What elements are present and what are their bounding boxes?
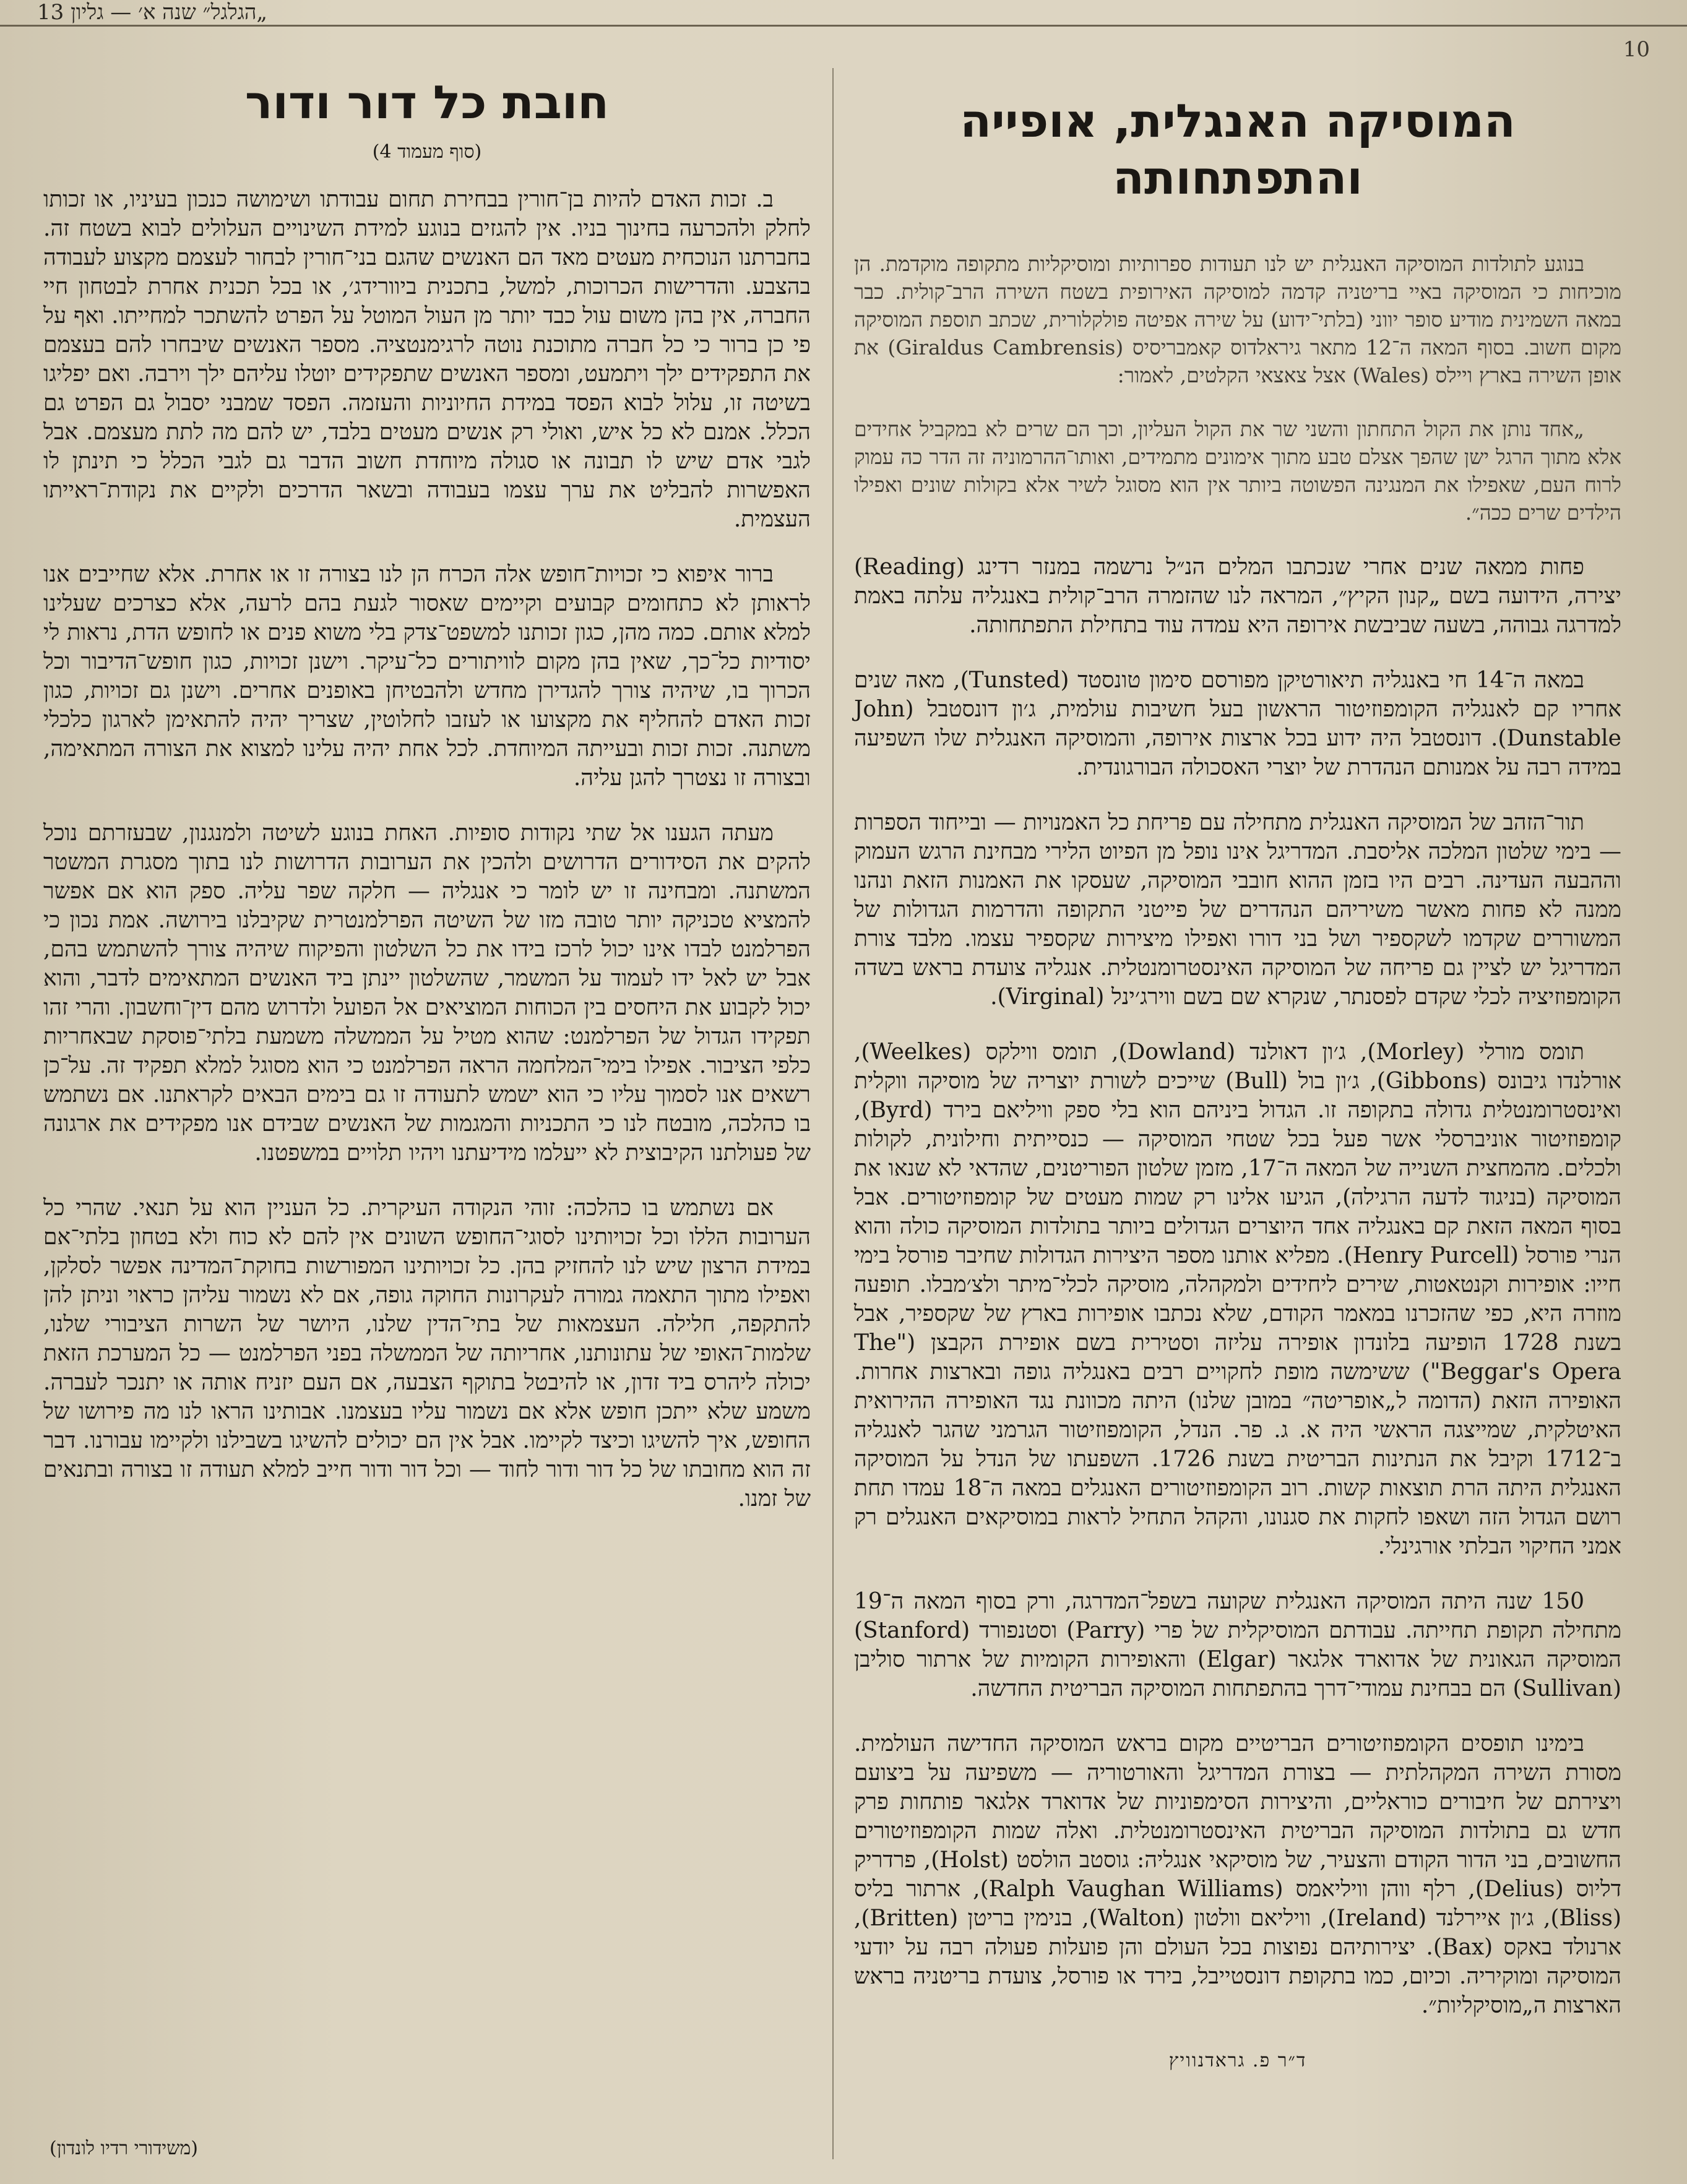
author-signature: ד״ר פ. גראדנוויץ	[1168, 2050, 1307, 2071]
article-duty	[43, 74, 811, 1539]
column-divider	[832, 68, 834, 2159]
paragraph: במאה ה־14 חי באנגליה תיאורטיקן מפורסם סימון טונסטד (Tunsted), מאה שנים אחריו קם לאנגליה הקומפוזיטור הראשון בעל חשיבות עולמית, ג׳ון דונסטבל (John Dunstable). דונסטבל היה ידוע בכל ארצות אירופה, והמוסיקה האנגלית שלו השפיעה במידה רבה על אמנותם הנהדרת של יוצרי האסכולה הבורגונדית.	[854, 668, 1621, 780]
article-title-music: המוסיקה האנגלית, אופייה והתפתחותה	[960, 95, 1516, 205]
paragraph: תור־הזהב של המוסיקה האנגלית מתחילה עם פריחת כל האמנויות — ובייחוד הספרות — בימי שלטון המלכה אליסבת. המדריגל אינו נופל מן הפיוט הלירי מבחינת הרגש העמוק וההבעה העדינה. רבים היו בזמן ההוא חובבי המוסיקה, שעסקו את האמנות הזאת ונהנו ממנה לא פחות מאשר משיריהם הנהדרים של פייטני התקופה והדרמות הגדולות של המשוררים שקדמו לשקספיר ושל בני דורו ואפילו מיצירות שקספיר עצמו. מלבד צורת המדריגל יש לציין גם פריחה של המוסיקה האינסטרומנטלית. אנגליה צועדת בראש בשדה הקומפוזיציה לכלי שקדם לפסנתר, שנקרא שם בשם ווירג׳ינל (Virginal).	[854, 810, 1621, 1010]
page-number: 10	[1623, 37, 1650, 62]
paragraph: ב. זכות האדם להיות בן־חורין בבחירת תחום עבודתו ושימושה כנכון בעיניו, או זכותו לחלק ולהכרעה בחינוך בניו. אין להגזים בנוגע למידת השינויים העלולים לבוא בשטח זה. בחברתנו הנוכחית מעטים מאד הם האנשים שהגם בני־חורין לבחור לעצמם מקצוע לעבודה בהצבע. והדרישות הכרוכות, למשל, בתכנית ביוורידג׳, או בכל תכנית אחרת לבטחון חיי החברה, אין בהן משום עול כבד יותר מן העול המוטל על הפרט להשתכר למחייתו. ואף על פי כן ברור כי כל חברה מתוכנת נוטה לרגימנטציה. מספר האנשים שיבחרו להם בעצמם את התפקידים ילך ויתמעט, ומספר האנשים שתפקידים יוטלו עליהם ילך וירבה. ואם יפליגו בשיטה זו, עלול לבוא הפסד במידת החיוניות והעזמה. הפסד שמבני יסבול גם הפרט גם הכלל. אמנם לא כל איש, ואולי רק אנשים מעטים בלבד, יש להם מה לתת מעצמם. אבל לגבי אדם שיש לו תבונה או סגולה מיוחדת חשוב הדבר גם לגבי הכלל כי תינתן לו האפשרות להבליט את ערך עצמו בעבודה ובשאר הדרכים ולקיים את נקודת־ראייתו העצמית.	[43, 187, 811, 532]
header-strip	[0, 0, 1687, 27]
paragraph: פחות ממאה שנים אחרי שנכתבו המלים הנ״ל נרשמה במנזר רדינג (Reading) יצירה, הידועה בשם „קנון הקיץ״, המראה לנו שהזמרה הרב־קולית באנגליה עלתה באמת למדרגה גבוהה, בשעה שביבשת אירופה היא עמדה עוד בתחילת התפתחותה.	[854, 554, 1621, 638]
article-intro: בנוגע לתולדות המוסיקה האנגלית יש לנו תעודות ספרותיות ומוסיקליות מתקופה מוקדמת. הן מוכיחות כי המוסיקה באיי בריטניה קדמה למוסיקה האירופית בשטח השירה הרב־קולית. כבר במאה השמינית מודיע סופר יווני (בלתי־ידוע) על שירה אפיטה פולקלורית, שכתב תוספת המוסיקה מקום חשוב. בסוף המאה ה־12 מתאר גיראלדוס קאמבריסיס (Giraldus Cambrensis) את אופן השירה בארץ ויילס (Wales) אצל צאצאי הקלטים, לאמור:	[854, 252, 1622, 387]
article-title-duty: חובת כל דור ודור	[244, 76, 610, 129]
paragraph: אם נשתמש בו כהלכה: זוהי הנקודה העיקרית. כל העניין הוא על תנאי. שהרי כל הערובות הללו וכל זכויותינו לסוגי־החופש השונים אין להם לא כוח ולא בטחון בלתי־אם במידת הרצון שיש לנו להחזיק בהן. כל זכויותינו המפורשות בחוקת־המדינה אפשר לסלקן, ואפילו מתוך התאמה גמורה לעקרונות החוקה גופה, אם לא נשמור עליהן כראוי וניתן להן להתקפה, חלילה. העצמאות של בתי־הדין שלנו, היושר של השרות הציבורי שלנו, שלמות־האופי של עתונותנו, אחריותה של הממשלה בפני הפרלמנט — כל המערכת הזאת יכולה ליהרס ביד זדון, או להיבטל בתוקף הצבעה, אם העם יזניח אותה או יתנכר לעברה. משמע שלא ייתכן חופש אלא אם נשמור עליו בעצמנו. אבותינו הראו לנו מה פירושו של החופש, איך להשיגו וכיצד לקיימו. אבל אין הם יכולים להשיגו בשבילנו ולקיימו עבורנו. דבר זה הוא מחובתו של כל דור ודור לחוד — וכל דור ודור חייב למלא תעודה זו בצורה ובתנאים של זמנו.	[43, 1195, 811, 1511]
paragraph: בימינו תופסים הקומפוזיטורים הבריטיים מקום בראש המוסיקה החדישה העולמית. מסורת השירה המקהלתית — בצורת המדריגל והאורטוריה — משפיעה על ביצועם ויצירתם של חיבורים כוראליים, והיצירות הסימפוניות של אדוארד אלגאר פותחות פרק חדש גם בתולדות המוסיקה הבריטית האינסטרומנטלית. ואלה שמות הקומפוזיטורים החשובים, בני הדור הקודם והצעיר, של מוסיקאי אנגליה: גוסטב הולסט (Holst), פרדריק דליוס (Delius), רלף ווהן וויליאמס (Ralph Vaughan Williams), ארתור בליס (Bliss), ג׳ון איירלנד (Ireland), וויליאם וולטון (Walton), בנימין בריטן (Britten), ארנולד באקס (Bax). יצירותיהם נפוצות בכל העולם והן פועלות פעולה רבה על יודעי המוסיקה ומוקיריה. וכיום, כמו בתקופת דונסטייבל, בירד או פורסל, צועדת בריטניה בראש הארצות ה„מוסיקליות״.	[854, 1731, 1621, 2018]
running-head: „הגלגל״ שנה א׳ — גליון 13	[37, 0, 267, 25]
article-music	[854, 74, 1621, 2075]
article-continuation-note: (סוף מעמוד 4)	[372, 141, 482, 163]
paragraph: ברור איפוא כי זכויות־חופש אלה הכרח הן לנו בצורה זו או אחרת. אלא שחייבים אנו לראותן לא כתחומים קבועים וקיימים שאסור לגעת בהם לרעה, אלא כצרכים שעלינו למלא אותם. כמה מהן, כגון זכותנו למשפט־צדק בלי משוא פנים או לחופש הדת, נראות לי יסודיות כל־כך, שאין בהן מקום לוויתורים כל־עיקר. וישנן זכויות, כגון חופש־הדיבור וכל הכרוך בו, שיהיה צורך להגדירן מחדש ולהבטיחן באופנים אחרים. וישנן גם זכויות, כגון זכות האדם להחליף את מקצועו או לעזבו לחלוטין, שצריך יהיה להתאימן לארגון כלכלי משתנה. זכות זכות ובעייתה המיוחדת. לכל אחת יהיה עלינו למצוא את הצורה המתאימה, ובצורה זו נצטרך להגן עליה.	[43, 562, 811, 791]
article-quote: „אחד נותן את הקול התחתון והשני שר את הקול העליון, וכך הם שרים לא במקביל אחידים אלא מתוך הרגל ישן שהפך אצלם טבע מתוך אימונים מתמידים, ואותו־ההרמוניה זה הדר כה עמוק לרוח העם, שאפילו את המנגינה הפשוטה ביותר אין הוא מסוגל לשיר אלא בקולות שונים ואפילו הילדים שרים ככה״.	[854, 417, 1621, 525]
source-credit: (משידורי רדיו לונדון)	[50, 2138, 198, 2159]
paragraph: 150 שנה היתה המוסיקה האנגלית שקועה בשפל־המדרגה, ורק בסוף המאה ה־19 מתחילה תקופת תחייתה. עבודתם המוסיקלית של פרי (Parry) וסטנפורד (Stanford) המוסיקה הגאונית של אדוארד אלגאר (Elgar) והאופירות הקומיות של ארתור סוליבן (Sullivan) הם בבחינת עמודי־דרך בהתפתחות המוסיקה הבריטית החדשה.	[854, 1589, 1622, 1701]
paragraph: תומס מורלי (Morley), ג׳ון דאולנד (Dowland), תומס ווילקס (Weelkes), אורלנדו גיבונס (Gibbons), ג׳ון בול (Bull) שייכים לשורת יוצריה של מוסיקה ווקלית ואינסטרומנטלית גדולה בתקופה זו. הגדול ביניהם הוא בלי ספק וויליאם בירד (Byrd), קומפוזיטור אוניברסלי אשר פעל בכל שטחי המוסיקה — כנסייתית וחילונית, לקולות ולכלים. מהמחצית השנייה של המאה ה־17, מזמן שלטון הפוריטנים, שהדאי לא שנאו את המוסיקה (בניגוד לדעה הרגילה), הגיעו אלינו רק שמות מעטים של קומפוזיטורים. אבל בסוף המאה הזאת קם באנגליה אחד היוצרים הגדולים ביותר בתולדות המוסיקה כולה והוא הנרי פורסל (Henry Purcell). מפליא אותנו מספר היצירות הגדולות שחיבר פורסל בימי חייו: אופירות וקנטאטות, שירים ליחידים ולמקהלה, מוסיקה לכלי־מיתר ולצ׳מבלו. תופעה מוזרה היא, כפי שהזכרנו במאמר הקודם, שלא נכתבו אופירות בארץ של שקספיר, אבל בשנת 1728 הופיעה בלונדון אופירה עליזה וסטירית בשם אופירת הקבצן ("The Beggar's Opera") ששימשה מופת לחקויים רבים באנגליה גופה ובארצות אחרות. האופירה הזאת (הדומה ל„אופריטה״ במובן שלנו) היתה מכוונת נגד האופירה ההירואית האיטלקית, שמייצגה הראשי היה א. ג. פר. הנדל, הקומפוזיטור הגרמני שהגר לאנגליה ב־1712 וקיבל את הנתינות הבריטית בשנת 1726. השפעתו של הנדל על המוסיקה האנגלית היתה הרת תוצאות קשות. רוב הקומפוזיטורים האנגלים במאה ה־18 עמדו תחת רושם הגדול הזה ושאפו לחקות את סגנונו, והקהל התחיל לראות במוסיקאים האנגלים רק אמני החיקוי הבלתי אורגינלי.	[854, 1039, 1622, 1559]
paragraph: מעתה הגענו אל שתי נקודות סופיות. האחת בנוגע לשיטה ולמנגנון, שבעזרתם נוכל להקים את הסידורים הדרושים ולהכין את הערובות הדרושות לנו בתוך מסגרת המשטר המשתנה. ומבחינה זו יש לומר כי אנגליה — חלקה שפר עליה. ספק הוא אם אפשר להמציא טכניקה יותר טובה מזו של השיטה הפרלמנטרית שקיבלנו בירושה. אמת נכון כי הפרלמנט לבדו אינו יכול לרכז בידו את כל השלטון והפיקוח שיהיה צורך להשתמש בהם, אבל יש לאל ידו לעמוד על המשמר, שהשלטון יינתן ביד האנשים המתאימים לדבר, והוא יכול לקבוע את היחסים בין הכוחות המוציאים אל הפועל ולדרוש מהם דין־וחשבון. והרי זהו תפקידו הגדול של הפרלמנט: שהוא מטיל על הממשלה משמעת בלתי־פוסקת שבאחריות כלפי הציבור. אפילו בימי־המלחמה הראה הפרלמנט כי הוא מסוגל למלא תפקיד זה. על־כן רשאים אנו לסמוך עליו כי הוא ישמש לתעודה זו גם בימים הבאים לקראתנו. אם נשתמש בו כהלכה, מובטח לנו כי התכניות והמגמות של האנשים שבידם אנו מפקידים את ארגונה של פעולתנו הקיבוצית לא ייעלמו מידיעתנו ויהיו תלויים במשפטנו.	[43, 820, 811, 1166]
